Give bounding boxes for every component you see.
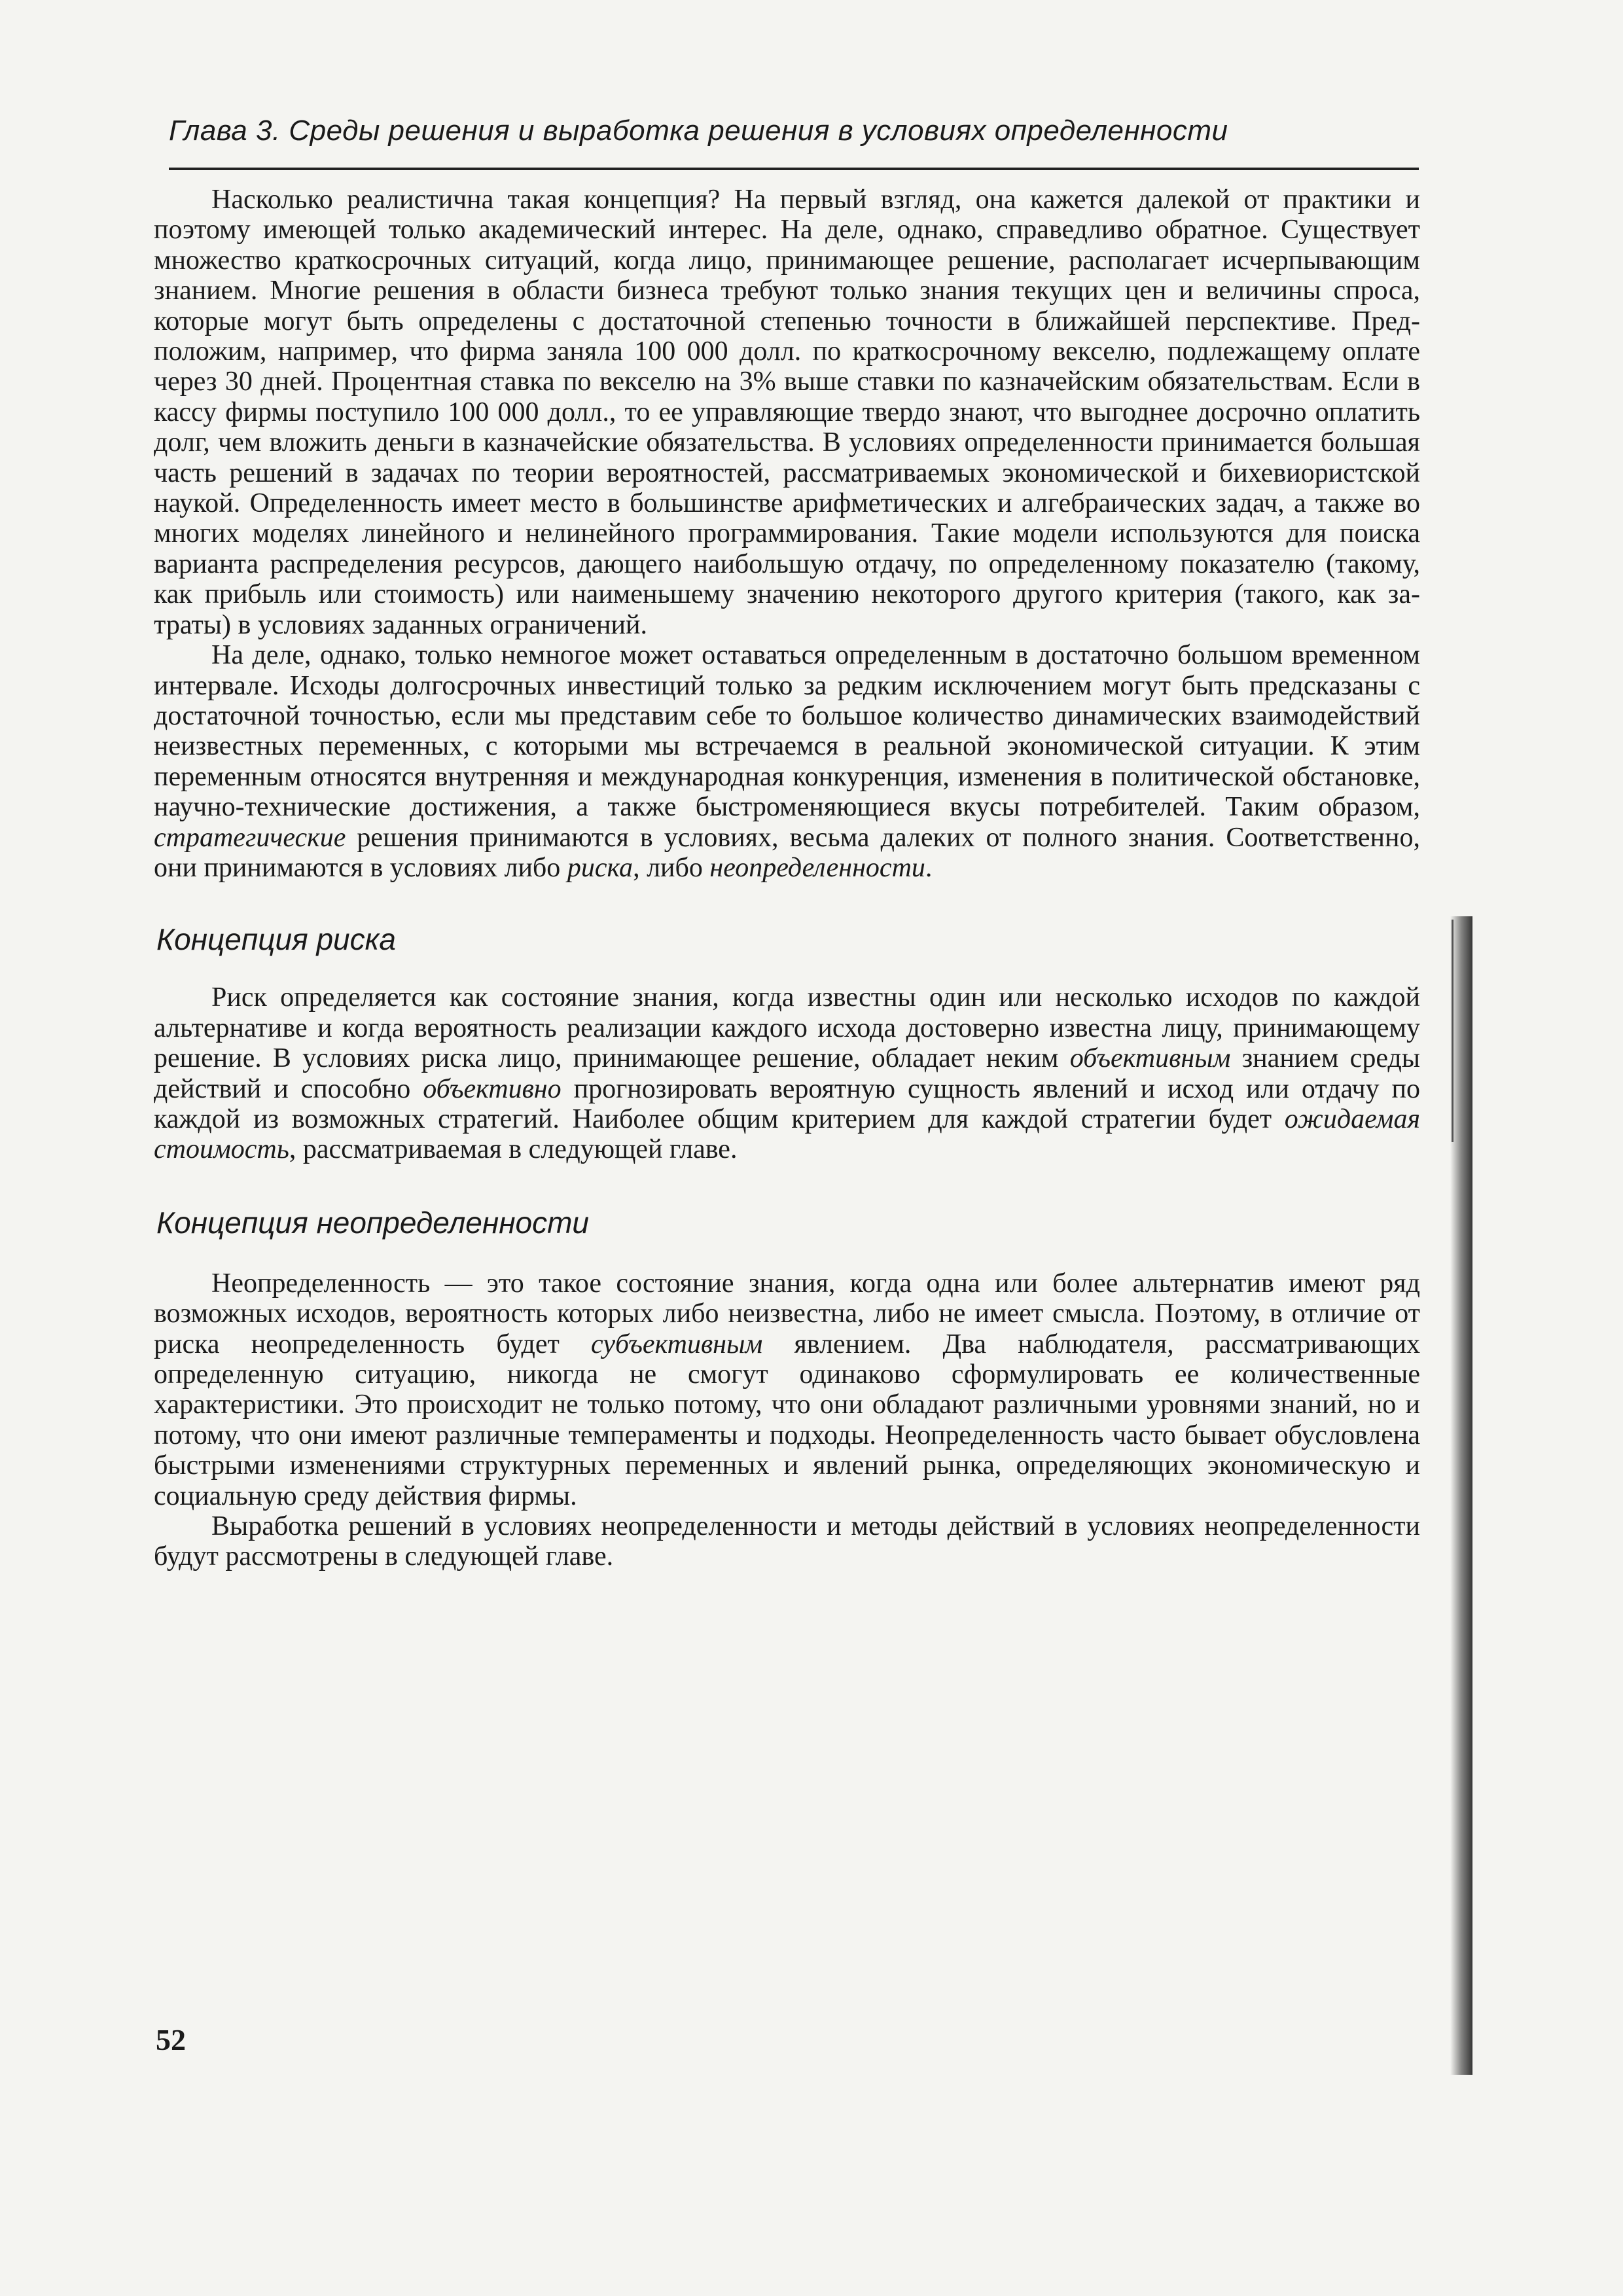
para2-text-3: , либо [633, 852, 710, 883]
term-objective: объективным [1069, 1043, 1231, 1074]
uncertainty-text-1: Неопределенность — это такое состояние знания, когда одна или более альтернатив имеют ряд возможных исходов, вероятность которых либо неизвестна, либо не имеет смысла. Поэтому, в отличие от риска неопределенность будет [154, 1268, 1420, 1359]
uncertainty-text-2: явлением. Два наблюдателя, рассматривающих определенную ситуацию, никогда не смогут одинаково сформулировать ее количественные характеристики. Это происходит не только потому, что они обладают различными уровнями знаний, но и потому, что они имеют различные темпераменты и подходы. Неопределенность часто бывает обусловлена быстрыми изменениями структурных переменных и явлений рынка, определяющих экономическую и социальную среду действия фирмы. [154, 1329, 1420, 1511]
running-head: Глава 3. Среды решения и выработка решения в условиях определенности [169, 115, 1228, 147]
scan-edge-line [1452, 920, 1454, 1142]
page-number: 52 [156, 2023, 186, 2056]
section-heading-risk: Концепция риска [156, 922, 396, 957]
term-objectively: объективно [423, 1073, 562, 1104]
paragraph-risk-definition [154, 982, 1420, 1164]
paragraph-next-chapter: Выработка решений в условиях неопределенности и методы действий в условиях неопределенности будут рассмотрены в следующей главе. [154, 1511, 1420, 1572]
risk-text-4: , рассматриваемая в следующей главе. [289, 1134, 738, 1165]
term-subjective: субъективным [591, 1329, 763, 1359]
risk-text-1: Риск определяется как состояние знания, когда известны один или несколько исходов по каждой альтернативе и когда вероятность реализации каждого исхода достоверно известна лицу, принимающему решение. В условиях риска лицо, принимающее решение, обладает неким [154, 982, 1420, 1074]
para2-text-2: решения принимаются в условиях, весьма далеких от полного знания. Соответственно, они принимаются в условиях либо [154, 822, 1420, 883]
risk-text-3: прогнозировать вероятную сущность явлений и исход или отдачу по каждой из возможных стратегий. Наиболее общим критерием для каждой стратегии будет [154, 1073, 1420, 1134]
term-expected-value: ожидаемая стоимость [154, 1103, 1420, 1165]
paragraph-long-term-uncertainty [154, 640, 1420, 883]
body-text [154, 185, 1420, 1572]
para2-text-4: . [925, 852, 933, 883]
paragraph-certainty-realism: Насколько реалистична такая концепция? На первый взгляд, она кажется далекой от практики и поэтому имеющей только академический интерес. На деле, однако, справедливо обратное. Существует множество краткосрочных ситуаций, когда лицо, принимающее решение, располагает исчерпывающим знанием. Многие решения в области бизнеса требуют только знания текущих цен и величины спроса, которые могут быть определены с достаточной степенью точности в ближайшей перспективе. Предположим, например, что фирма заняла 100 000 долл. по краткосрочному векселю, подлежащему оплате через 30 дней. Процентная ставка по векселю на 3% выше ставки по казначейским обязательствам. Если в кассу фирмы поступило 100 000 долл., то ее управляющие твердо знают, что выгоднее досрочно оплатить долг, чем вложить деньги в казначейские обязательства. В условиях определенности принимается большая часть решений в задачах по теории вероятностей, рассматриваемых экономической и бихевиористской наукой. Определенность имеет место в большинстве арифметических и алгебраических задач, а также во многих моделях линейного и нелинейного программирования. Такие модели используются для поиска варианта распределения ресурсов, дающего наибольшую отдачу, по определенному показателю (такому, как прибыль или стоимость) или наименьшему значению некоторого другого критерия (такого, как затраты) в условиях заданных ограничений. [154, 185, 1420, 640]
term-strategic: стратегические [154, 822, 346, 853]
header-rule [169, 168, 1419, 170]
section-heading-uncertainty: Концепция неопределенности [156, 1205, 590, 1240]
term-risk: риска [567, 852, 633, 883]
risk-text-2: знанием среды действий и способно [154, 1043, 1421, 1104]
scan-edge-shadow [1450, 916, 1472, 2075]
paragraph-uncertainty-definition [154, 1268, 1420, 1511]
term-uncertainty: неопределенности [709, 852, 925, 883]
para2-text-1: На деле, однако, только немногое может оставаться определенным в достаточно большом временном интервале. Исходы долгосрочных инвестиций только за редким исключением могут быть предсказаны с достаточной точностью, если мы представим себе то большое количество динамических взаимодействий неизвестных переменных, с которыми мы встречаемся в реальной экономической ситуации. К этим переменным относятся внутренняя и международная конкуренция, изменения в политической обстановке, научно-технические достижения, а также быстроменяющиеся вкусы потребителей. Таким образом, [154, 640, 1420, 823]
